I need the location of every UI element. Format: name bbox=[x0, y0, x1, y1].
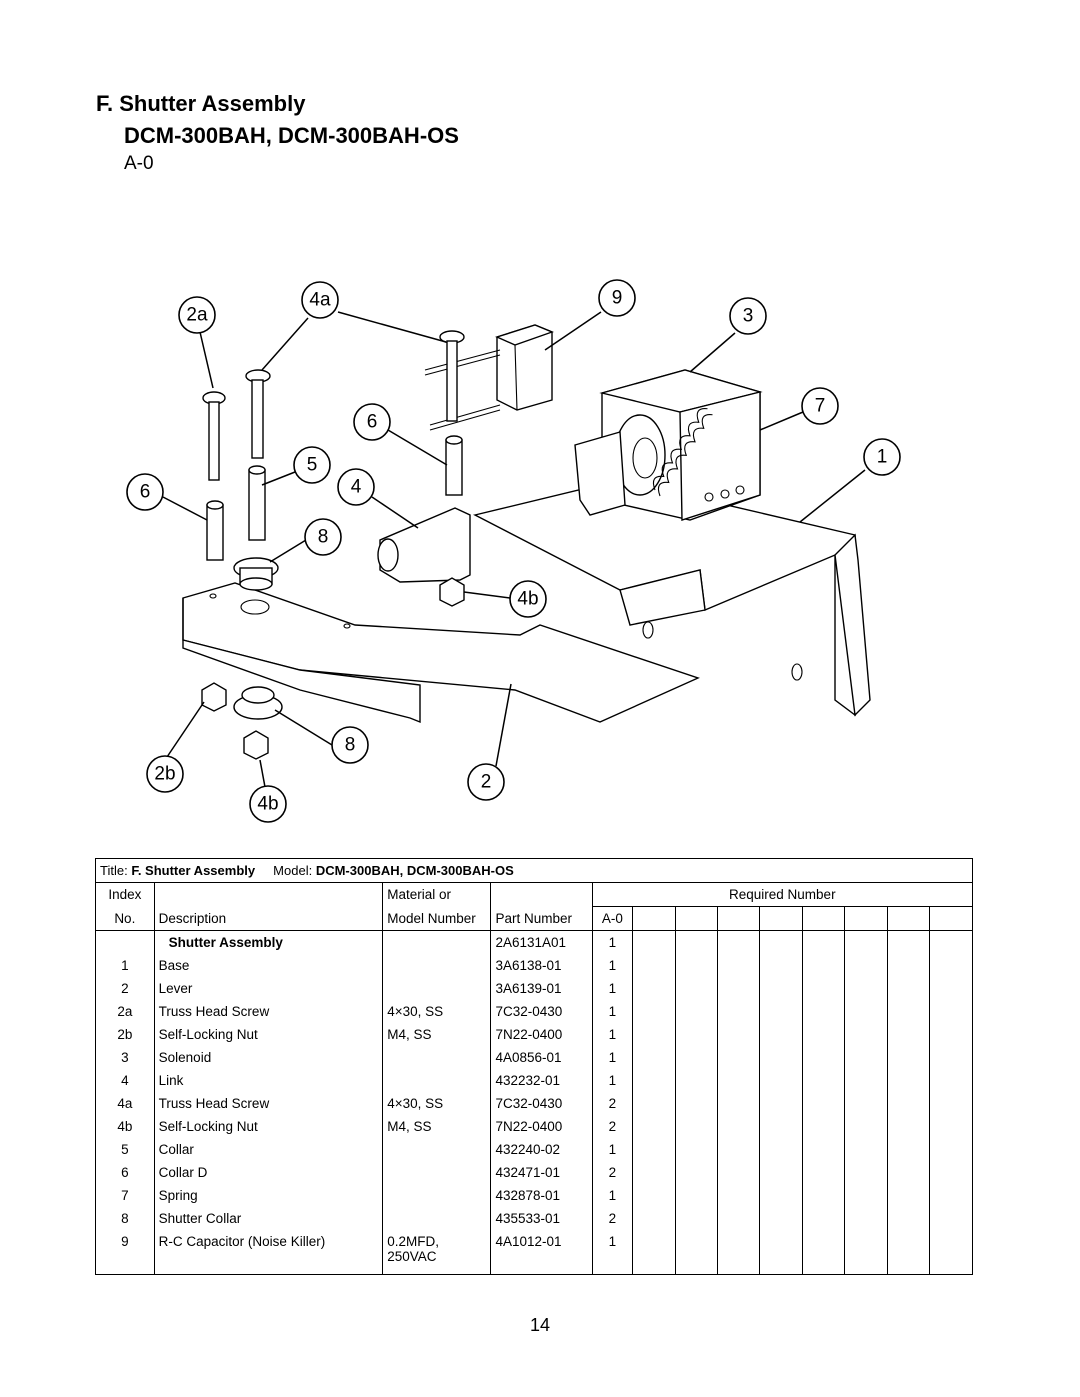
row-index: 7 bbox=[96, 1184, 155, 1207]
callout-6-upper bbox=[354, 404, 390, 440]
row-required-cell bbox=[760, 1000, 802, 1023]
row-required-cell bbox=[845, 931, 887, 955]
svg-text:5: 5 bbox=[306, 454, 318, 476]
row-required-cell bbox=[845, 1000, 887, 1023]
table-title-row bbox=[96, 859, 973, 883]
row-index: 2 bbox=[96, 977, 155, 1000]
material-header-top: Material or bbox=[383, 883, 491, 907]
row-description: Self-Locking Nut bbox=[154, 1115, 383, 1138]
row-required-cell bbox=[802, 977, 844, 1000]
row-a0-qty: 2 bbox=[592, 1115, 632, 1138]
row-required-cell bbox=[930, 1207, 973, 1230]
row-required-cell bbox=[675, 1000, 717, 1023]
row-part-number: 2A6131A01 bbox=[491, 931, 592, 955]
row-required-cell bbox=[887, 1000, 929, 1023]
row-required-cell bbox=[633, 1046, 675, 1069]
table-row bbox=[96, 1046, 973, 1069]
svg-text:4b: 4b bbox=[517, 588, 539, 610]
row-part-number: 432240-02 bbox=[491, 1138, 592, 1161]
svg-text:6: 6 bbox=[366, 411, 378, 433]
svg-text:7: 7 bbox=[814, 395, 826, 417]
row-part-number: 432232-01 bbox=[491, 1069, 592, 1092]
row-required-cell bbox=[718, 1184, 760, 1207]
row-required-cell bbox=[887, 1161, 929, 1184]
row-material bbox=[383, 1138, 491, 1161]
material-header-bottom: Model Number bbox=[383, 907, 491, 931]
title-value: F. Shutter Assembly bbox=[131, 863, 256, 878]
row-required-cell bbox=[760, 1138, 802, 1161]
row-index: 2a bbox=[96, 1000, 155, 1023]
row-required-cell bbox=[802, 1092, 844, 1115]
row-required-cell bbox=[633, 1207, 675, 1230]
row-required-cell bbox=[930, 977, 973, 1000]
row-required-cell bbox=[718, 1069, 760, 1092]
row-required-cell bbox=[633, 931, 675, 955]
row-required-cell bbox=[802, 1184, 844, 1207]
row-required-cell bbox=[633, 1138, 675, 1161]
row-a0-qty: 1 bbox=[592, 931, 632, 955]
header-row-1 bbox=[96, 883, 973, 907]
row-required-cell bbox=[633, 1184, 675, 1207]
row-required-cell bbox=[802, 1046, 844, 1069]
table-row bbox=[96, 1000, 973, 1023]
row-description: Collar bbox=[154, 1138, 383, 1161]
row-material: 4×30, SS bbox=[383, 1092, 491, 1115]
row-index bbox=[96, 931, 155, 955]
row-required-cell bbox=[845, 954, 887, 977]
row-required-cell bbox=[845, 1138, 887, 1161]
table-row bbox=[96, 1230, 973, 1275]
row-description: Base bbox=[154, 954, 383, 977]
row-part-number: 7C32-0430 bbox=[491, 1000, 592, 1023]
row-index: 9 bbox=[96, 1230, 155, 1275]
row-description: Shutter Assembly bbox=[154, 931, 383, 955]
svg-text:2a: 2a bbox=[186, 304, 208, 326]
callout-4b-lower bbox=[250, 786, 286, 822]
row-required-cell bbox=[760, 1046, 802, 1069]
part-number-header: Part Number bbox=[491, 907, 592, 931]
callout-2 bbox=[468, 764, 504, 800]
row-required-cell bbox=[887, 1230, 929, 1275]
row-required-cell bbox=[760, 1069, 802, 1092]
row-required-cell bbox=[887, 1069, 929, 1092]
row-description: Shutter Collar bbox=[154, 1207, 383, 1230]
row-index: 5 bbox=[96, 1138, 155, 1161]
row-required-cell bbox=[887, 1046, 929, 1069]
self-locking-nut-bottom bbox=[244, 731, 268, 759]
row-index: 4a bbox=[96, 1092, 155, 1115]
row-required-cell bbox=[718, 977, 760, 1000]
row-required-cell bbox=[802, 1230, 844, 1275]
index-header-bottom: No. bbox=[96, 907, 155, 931]
row-part-number: 432878-01 bbox=[491, 1184, 592, 1207]
row-required-cell bbox=[760, 931, 802, 955]
model-label: Model: bbox=[273, 863, 313, 878]
table-row bbox=[96, 1023, 973, 1046]
callout-8-upper bbox=[305, 519, 341, 555]
row-required-cell bbox=[845, 1023, 887, 1046]
row-required-cell bbox=[718, 954, 760, 977]
row-index: 2b bbox=[96, 1023, 155, 1046]
table-row bbox=[96, 931, 973, 955]
row-index: 8 bbox=[96, 1207, 155, 1230]
table-row bbox=[96, 1115, 973, 1138]
row-material-line2: 250VAC bbox=[387, 1249, 437, 1264]
row-required-cell bbox=[760, 1207, 802, 1230]
row-material bbox=[383, 1184, 491, 1207]
row-required-cell bbox=[887, 954, 929, 977]
collar-d-right bbox=[446, 436, 462, 495]
svg-text:9: 9 bbox=[611, 287, 623, 309]
row-required-cell bbox=[760, 1161, 802, 1184]
callout-5 bbox=[294, 447, 330, 483]
row-required-cell bbox=[887, 1184, 929, 1207]
row-required-cell bbox=[930, 1161, 973, 1184]
row-a0-qty: 1 bbox=[592, 954, 632, 977]
row-a0-qty: 2 bbox=[592, 1161, 632, 1184]
callout-6-left bbox=[127, 474, 163, 510]
row-part-number: 3A6139-01 bbox=[491, 977, 592, 1000]
svg-text:4b: 4b bbox=[257, 793, 279, 815]
parts-list-table bbox=[95, 858, 973, 1275]
callout-2b bbox=[147, 756, 183, 792]
model-code: A-0 bbox=[124, 153, 154, 174]
row-material: M4, SS bbox=[383, 1115, 491, 1138]
row-required-cell bbox=[802, 1023, 844, 1046]
model-title: DCM-300BAH, DCM-300BAH-OS bbox=[124, 123, 459, 148]
row-required-cell bbox=[675, 1138, 717, 1161]
self-locking-nut-left bbox=[202, 683, 226, 711]
table-row bbox=[96, 1069, 973, 1092]
table-row bbox=[96, 954, 973, 977]
row-required-cell bbox=[718, 1138, 760, 1161]
row-required-cell bbox=[760, 954, 802, 977]
row-index: 4b bbox=[96, 1115, 155, 1138]
row-required-cell bbox=[802, 954, 844, 977]
model-value: DCM-300BAH, DCM-300BAH-OS bbox=[315, 863, 514, 878]
row-material bbox=[383, 1046, 491, 1069]
row-a0-qty: 1 bbox=[592, 1230, 632, 1275]
row-index: 4 bbox=[96, 1069, 155, 1092]
row-required-cell bbox=[675, 1161, 717, 1184]
row-required-cell bbox=[930, 931, 973, 955]
row-material bbox=[383, 977, 491, 1000]
svg-text:1: 1 bbox=[876, 446, 888, 468]
svg-text:8: 8 bbox=[317, 526, 329, 548]
shutter-collar-bottom bbox=[234, 687, 282, 719]
row-required-cell bbox=[675, 1207, 717, 1230]
row-part-number: 7N22-0400 bbox=[491, 1023, 592, 1046]
row-required-cell bbox=[930, 1000, 973, 1023]
row-required-cell bbox=[887, 1023, 929, 1046]
row-material bbox=[383, 1069, 491, 1092]
truss-screw-left bbox=[203, 392, 225, 480]
row-required-cell bbox=[633, 1230, 675, 1275]
row-required-cell bbox=[675, 1046, 717, 1069]
row-description: Self-Locking Nut bbox=[154, 1023, 383, 1046]
callout-2a bbox=[179, 297, 215, 333]
row-required-cell bbox=[802, 931, 844, 955]
row-required-cell bbox=[718, 1230, 760, 1275]
row-index: 1 bbox=[96, 954, 155, 977]
row-required-cell bbox=[633, 1000, 675, 1023]
row-required-cell bbox=[802, 1138, 844, 1161]
a0-header: A-0 bbox=[592, 907, 632, 931]
row-required-cell bbox=[887, 1207, 929, 1230]
row-required-cell bbox=[760, 1115, 802, 1138]
section-title: F. Shutter Assembly bbox=[96, 91, 306, 116]
callout-9 bbox=[599, 280, 635, 316]
self-locking-nut-top bbox=[440, 578, 464, 606]
link-part bbox=[378, 508, 470, 582]
row-required-cell bbox=[633, 1092, 675, 1115]
row-required-cell bbox=[675, 931, 717, 955]
svg-text:8: 8 bbox=[344, 734, 356, 756]
row-required-cell bbox=[887, 1115, 929, 1138]
row-description: Solenoid bbox=[154, 1046, 383, 1069]
row-required-cell bbox=[633, 1161, 675, 1184]
table-row bbox=[96, 1184, 973, 1207]
row-required-cell bbox=[845, 1046, 887, 1069]
row-required-cell bbox=[802, 1069, 844, 1092]
row-part-number: 7C32-0430 bbox=[491, 1092, 592, 1115]
row-required-cell bbox=[887, 931, 929, 955]
row-required-cell bbox=[718, 931, 760, 955]
row-description: Truss Head Screw bbox=[154, 1092, 383, 1115]
shutter-collar-top bbox=[234, 558, 278, 590]
row-required-cell bbox=[760, 1184, 802, 1207]
header-row-2 bbox=[96, 907, 973, 931]
row-material bbox=[383, 954, 491, 977]
row-required-cell bbox=[675, 977, 717, 1000]
row-required-cell bbox=[633, 954, 675, 977]
callout-4a bbox=[302, 282, 338, 318]
svg-text:4: 4 bbox=[350, 476, 362, 498]
row-required-cell bbox=[845, 1092, 887, 1115]
table-row bbox=[96, 977, 973, 1000]
parts-list-body bbox=[96, 931, 973, 1275]
truss-screw-right bbox=[440, 331, 464, 421]
row-part-number: 4A0856-01 bbox=[491, 1046, 592, 1069]
row-required-cell bbox=[675, 1092, 717, 1115]
row-required-cell bbox=[718, 1046, 760, 1069]
row-required-cell bbox=[930, 1115, 973, 1138]
callout-4 bbox=[338, 469, 374, 505]
row-required-cell bbox=[718, 1115, 760, 1138]
row-required-cell bbox=[845, 1184, 887, 1207]
row-a0-qty: 1 bbox=[592, 1046, 632, 1069]
row-a0-qty: 1 bbox=[592, 1069, 632, 1092]
row-material: M4, SS bbox=[383, 1023, 491, 1046]
row-a0-qty: 2 bbox=[592, 1092, 632, 1115]
callout-4b-upper bbox=[510, 581, 546, 617]
solenoid-part bbox=[575, 370, 760, 520]
row-required-cell bbox=[930, 1046, 973, 1069]
row-required-cell bbox=[930, 954, 973, 977]
svg-text:3: 3 bbox=[742, 305, 754, 327]
table-row bbox=[96, 1092, 973, 1115]
row-required-cell bbox=[633, 977, 675, 1000]
svg-text:2b: 2b bbox=[154, 763, 176, 785]
row-required-cell bbox=[845, 1069, 887, 1092]
row-material bbox=[383, 1161, 491, 1184]
row-a0-qty: 1 bbox=[592, 1184, 632, 1207]
row-required-cell bbox=[887, 1092, 929, 1115]
row-required-cell bbox=[802, 1000, 844, 1023]
row-material bbox=[383, 1207, 491, 1230]
row-description: R-C Capacitor (Noise Killer) bbox=[154, 1230, 383, 1275]
row-required-cell bbox=[887, 1138, 929, 1161]
row-required-cell bbox=[930, 1138, 973, 1161]
row-required-cell bbox=[802, 1161, 844, 1184]
svg-text:6: 6 bbox=[139, 481, 151, 503]
row-material: 4×30, SS bbox=[383, 1000, 491, 1023]
row-part-number: 435533-01 bbox=[491, 1207, 592, 1230]
row-part-number: 7N22-0400 bbox=[491, 1115, 592, 1138]
row-index: 3 bbox=[96, 1046, 155, 1069]
row-required-cell bbox=[633, 1115, 675, 1138]
row-required-cell bbox=[718, 1092, 760, 1115]
index-header-top: Index bbox=[96, 883, 155, 907]
row-required-cell bbox=[930, 1184, 973, 1207]
row-description: Link bbox=[154, 1069, 383, 1092]
row-required-cell bbox=[930, 1069, 973, 1092]
row-required-cell bbox=[675, 954, 717, 977]
row-required-cell bbox=[887, 977, 929, 1000]
row-required-cell bbox=[718, 1000, 760, 1023]
row-required-cell bbox=[675, 1115, 717, 1138]
callout-7 bbox=[802, 388, 838, 424]
required-number-header: Required Number bbox=[592, 883, 972, 907]
row-a0-qty: 1 bbox=[592, 1000, 632, 1023]
row-required-cell bbox=[760, 977, 802, 1000]
row-required-cell bbox=[718, 1207, 760, 1230]
row-required-cell bbox=[802, 1207, 844, 1230]
row-a0-qty: 1 bbox=[592, 1138, 632, 1161]
svg-text:4a: 4a bbox=[309, 289, 331, 311]
row-index: 6 bbox=[96, 1161, 155, 1184]
truss-screw-middle bbox=[246, 370, 270, 458]
row-material-line1: 0.2MFD, bbox=[387, 1234, 440, 1249]
row-required-cell bbox=[845, 977, 887, 1000]
row-description: Truss Head Screw bbox=[154, 1000, 383, 1023]
collar-5 bbox=[249, 466, 265, 540]
row-material bbox=[383, 931, 491, 955]
row-required-cell bbox=[718, 1023, 760, 1046]
row-required-cell bbox=[845, 1230, 887, 1275]
title-label: Title: bbox=[100, 863, 128, 878]
callout-3 bbox=[730, 298, 766, 334]
row-material bbox=[383, 1230, 491, 1275]
row-a0-qty: 1 bbox=[592, 977, 632, 1000]
row-required-cell bbox=[845, 1115, 887, 1138]
row-required-cell bbox=[675, 1023, 717, 1046]
row-a0-qty: 1 bbox=[592, 1023, 632, 1046]
row-required-cell bbox=[760, 1092, 802, 1115]
collar-d-left bbox=[207, 501, 223, 560]
table-row bbox=[96, 1138, 973, 1161]
row-required-cell bbox=[675, 1069, 717, 1092]
row-description: Spring bbox=[154, 1184, 383, 1207]
row-required-cell bbox=[930, 1092, 973, 1115]
row-required-cell bbox=[802, 1115, 844, 1138]
callout-1 bbox=[864, 439, 900, 475]
row-part-number: 432471-01 bbox=[491, 1161, 592, 1184]
row-a0-qty: 2 bbox=[592, 1207, 632, 1230]
row-required-cell bbox=[930, 1230, 973, 1275]
row-required-cell bbox=[845, 1161, 887, 1184]
row-required-cell bbox=[760, 1023, 802, 1046]
table-row bbox=[96, 1207, 973, 1230]
page-number: 14 bbox=[529, 1315, 551, 1335]
row-required-cell bbox=[718, 1161, 760, 1184]
row-required-cell bbox=[675, 1184, 717, 1207]
svg-text:2: 2 bbox=[480, 771, 492, 793]
callout-8-lower bbox=[332, 727, 368, 763]
row-part-number: 3A6138-01 bbox=[491, 954, 592, 977]
row-required-cell bbox=[760, 1230, 802, 1275]
row-description: Lever bbox=[154, 977, 383, 1000]
description-header: Description bbox=[154, 907, 383, 931]
row-description: Collar D bbox=[154, 1161, 383, 1184]
row-required-cell bbox=[633, 1023, 675, 1046]
row-required-cell bbox=[845, 1207, 887, 1230]
row-required-cell bbox=[633, 1069, 675, 1092]
table-row bbox=[96, 1161, 973, 1184]
row-part-number: 4A1012-01 bbox=[491, 1230, 592, 1275]
row-required-cell bbox=[675, 1230, 717, 1275]
row-required-cell bbox=[930, 1023, 973, 1046]
